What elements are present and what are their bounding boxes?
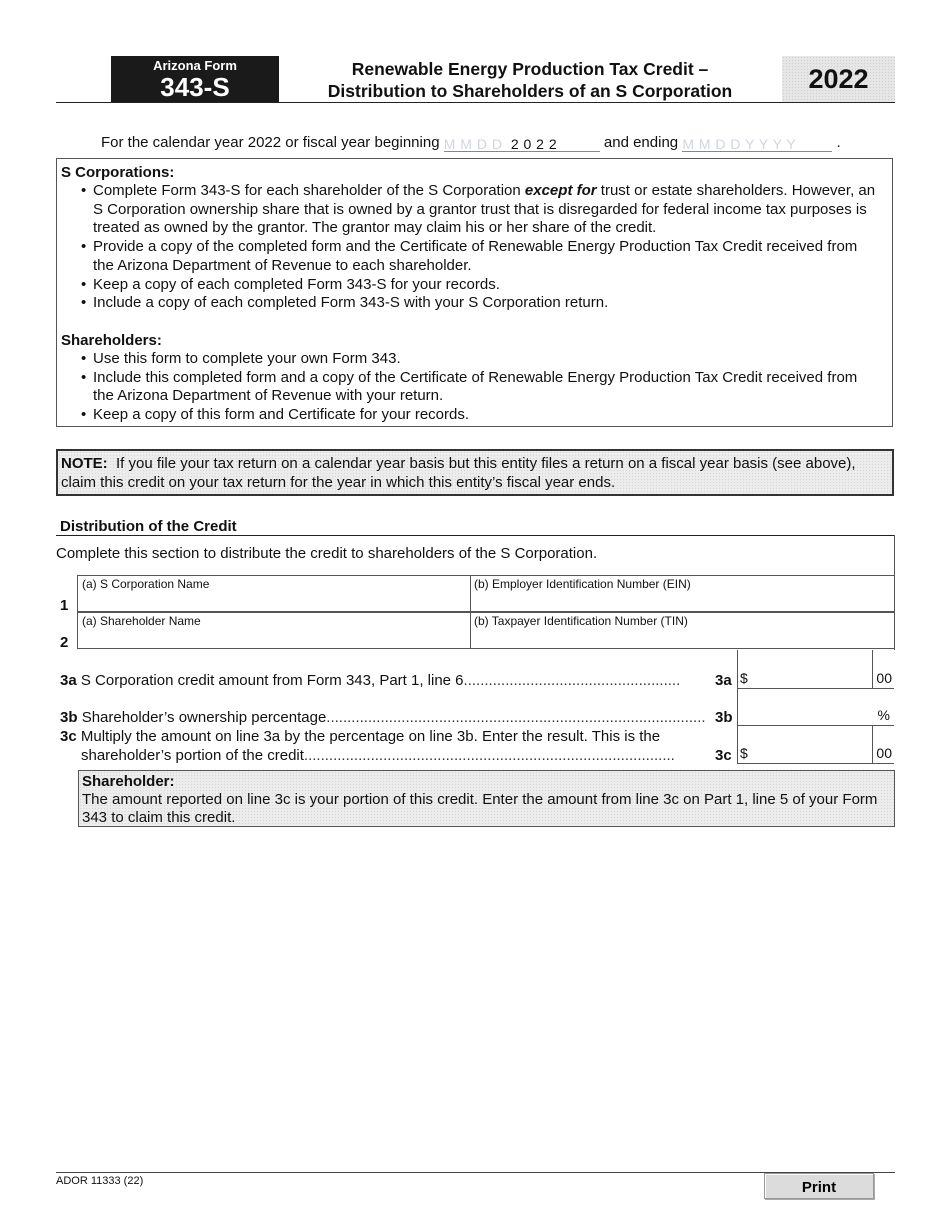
begin-date-field[interactable] (444, 136, 600, 152)
title-line-2: Distribution to Shareholders of an S Corporation (327, 81, 733, 101)
line-3c-currency: $ (740, 745, 748, 761)
line-3a-cents: 00 (876, 670, 892, 686)
line-3c (60, 728, 660, 745)
ein-cell (470, 576, 894, 611)
shareholder-box-text: The amount reported on line 3c is your portion of this credit. Enter the amount from line 3c on Part 1, line 5 of your Form 343 to claim this credit. (82, 791, 878, 826)
s-corp-heading: S Corporations: (61, 164, 175, 181)
list-item: • Keep a copy of this form and Certificate for your records. (79, 406, 879, 425)
s-corp-name-cell (78, 576, 471, 611)
shareholder-box (78, 770, 895, 827)
line-3a-cents-cell (872, 650, 894, 688)
shareholder-name-caption: (a) Shareholder Name (82, 614, 201, 628)
line-3b-input[interactable] (752, 706, 866, 723)
line-3c-label: 3c (715, 747, 732, 764)
distribution-title: Distribution of the Credit (60, 518, 237, 535)
form-label: Arizona Form (153, 58, 237, 73)
form-number: 343-S (160, 72, 230, 102)
form-code: ADOR 11333 (22) (56, 1175, 144, 1187)
tax-year: 2022 (782, 56, 895, 102)
title-line-1: Renewable Energy Production Tax Credit – (351, 59, 709, 79)
period-prefix: For the calendar year 2022 or fiscal year beginning (101, 134, 440, 151)
line-number-1: 1 (60, 597, 69, 614)
begin-date-placeholder: M M D D (443, 136, 503, 152)
line-3c-amount-field[interactable] (737, 726, 894, 764)
list-item: • Keep a copy of each completed Form 343-S for your records. (79, 276, 879, 295)
instructions-box (56, 158, 893, 427)
form-title (280, 58, 780, 102)
shareholder-name-cell (78, 613, 471, 648)
end-date-placeholder: M M D D Y Y Y Y (682, 136, 797, 152)
form-badge (111, 56, 279, 102)
row-1 (77, 575, 895, 612)
shareholders-list (79, 350, 879, 425)
distribution-description: Complete this section to distribute the credit to shareholders of the S Corporation. (56, 545, 598, 562)
line-3b-number: 3b (60, 709, 78, 726)
line-3a-amount-field[interactable] (737, 650, 894, 689)
tin-cell (470, 613, 894, 648)
line-3c-number: 3c (60, 728, 77, 745)
line-number-2: 2 (60, 634, 69, 651)
note-box (56, 449, 894, 496)
line-3a-currency: $ (740, 670, 748, 686)
line-3b-percent-field[interactable] (737, 689, 894, 726)
line-3a-text: S Corporation credit amount from Form 343, Part 1, line 6 (80, 672, 464, 689)
s-corp-name-input[interactable] (82, 592, 466, 609)
list-item: • Provide a copy of the completed form and the Certificate of Renewable Energy Production Tax Credit received from the Arizona Department of Revenue to each shareholder. (79, 238, 879, 275)
shareholder-name-input[interactable] (82, 629, 466, 646)
line-3b-text: Shareholder’s ownership percentage (81, 709, 327, 726)
line-3b: 3b Shareholder’s ownership percentage........................................................................................... (60, 709, 706, 726)
line-3b-label: 3b (715, 709, 733, 726)
end-date-field[interactable] (682, 136, 832, 152)
tin-input[interactable] (474, 629, 888, 646)
list-item: • Complete Form 343-S for each shareholder of the S Corporation except for trust or estate shareholders. However, an S Corporation ownership share that is owned by a grantor trust that is disregarded for federal income tax purposes is treated as owned by the grantor. The grantor may claim his or her share of the credit. (79, 182, 879, 238)
distribution-divider (56, 535, 895, 536)
begin-date-year: 2 0 2 2 (510, 136, 558, 152)
print-button[interactable]: Print (764, 1173, 874, 1199)
line-3c-cents: 00 (876, 745, 892, 761)
line-3c-text-2: shareholder’s portion of the credit (81, 747, 304, 764)
line-3a-input[interactable] (752, 669, 866, 686)
line-3c-text-1: Multiply the amount on line 3a by the percentage on line 3b. Enter the result. This is the (80, 728, 661, 745)
note-label: NOTE: (61, 455, 108, 472)
list-item: • Include this completed form and a copy of the Certificate of Renewable Energy Production Tax Credit received from the Arizona Department of Revenue with your return. (79, 369, 879, 406)
line-3a-label: 3a (715, 672, 732, 689)
s-corp-list (79, 182, 879, 313)
row-2 (77, 612, 895, 649)
line-3a-number: 3a (60, 672, 77, 689)
period-line (101, 134, 841, 151)
period-suffix: . (836, 134, 841, 151)
line-3b-unit: % (877, 707, 890, 723)
shareholders-heading: Shareholders: (61, 332, 162, 349)
line-3a: 3a S Corporation credit amount from Form 343, Part 1, line 6.................................................... (60, 672, 681, 689)
s-corp-name-caption: (a) S Corporation Name (82, 577, 210, 591)
line-3c-cents-cell (872, 726, 894, 763)
line-3c-continued: shareholder’s portion of the credit......................................................................................... (81, 747, 675, 764)
tin-caption: (b) Taxpayer Identification Number (TIN) (474, 614, 688, 628)
list-item: • Include a copy of each completed Form 343-S with your S Corporation return. (79, 294, 879, 313)
line-3c-input[interactable] (752, 744, 866, 761)
ein-input[interactable] (474, 592, 888, 609)
period-middle: and ending (603, 134, 679, 151)
ein-caption: (b) Employer Identification Number (EIN) (474, 577, 691, 591)
shareholder-box-heading: Shareholder: (82, 773, 175, 790)
note-text: If you file your tax return on a calendar year basis but this entity files a return on a fiscal year basis (see above), claim this credit on your tax return for the year in which this entity’s fiscal year ends. (61, 455, 856, 491)
header-divider (56, 102, 895, 103)
list-item: • Use this form to complete your own Form 343. (79, 350, 879, 369)
